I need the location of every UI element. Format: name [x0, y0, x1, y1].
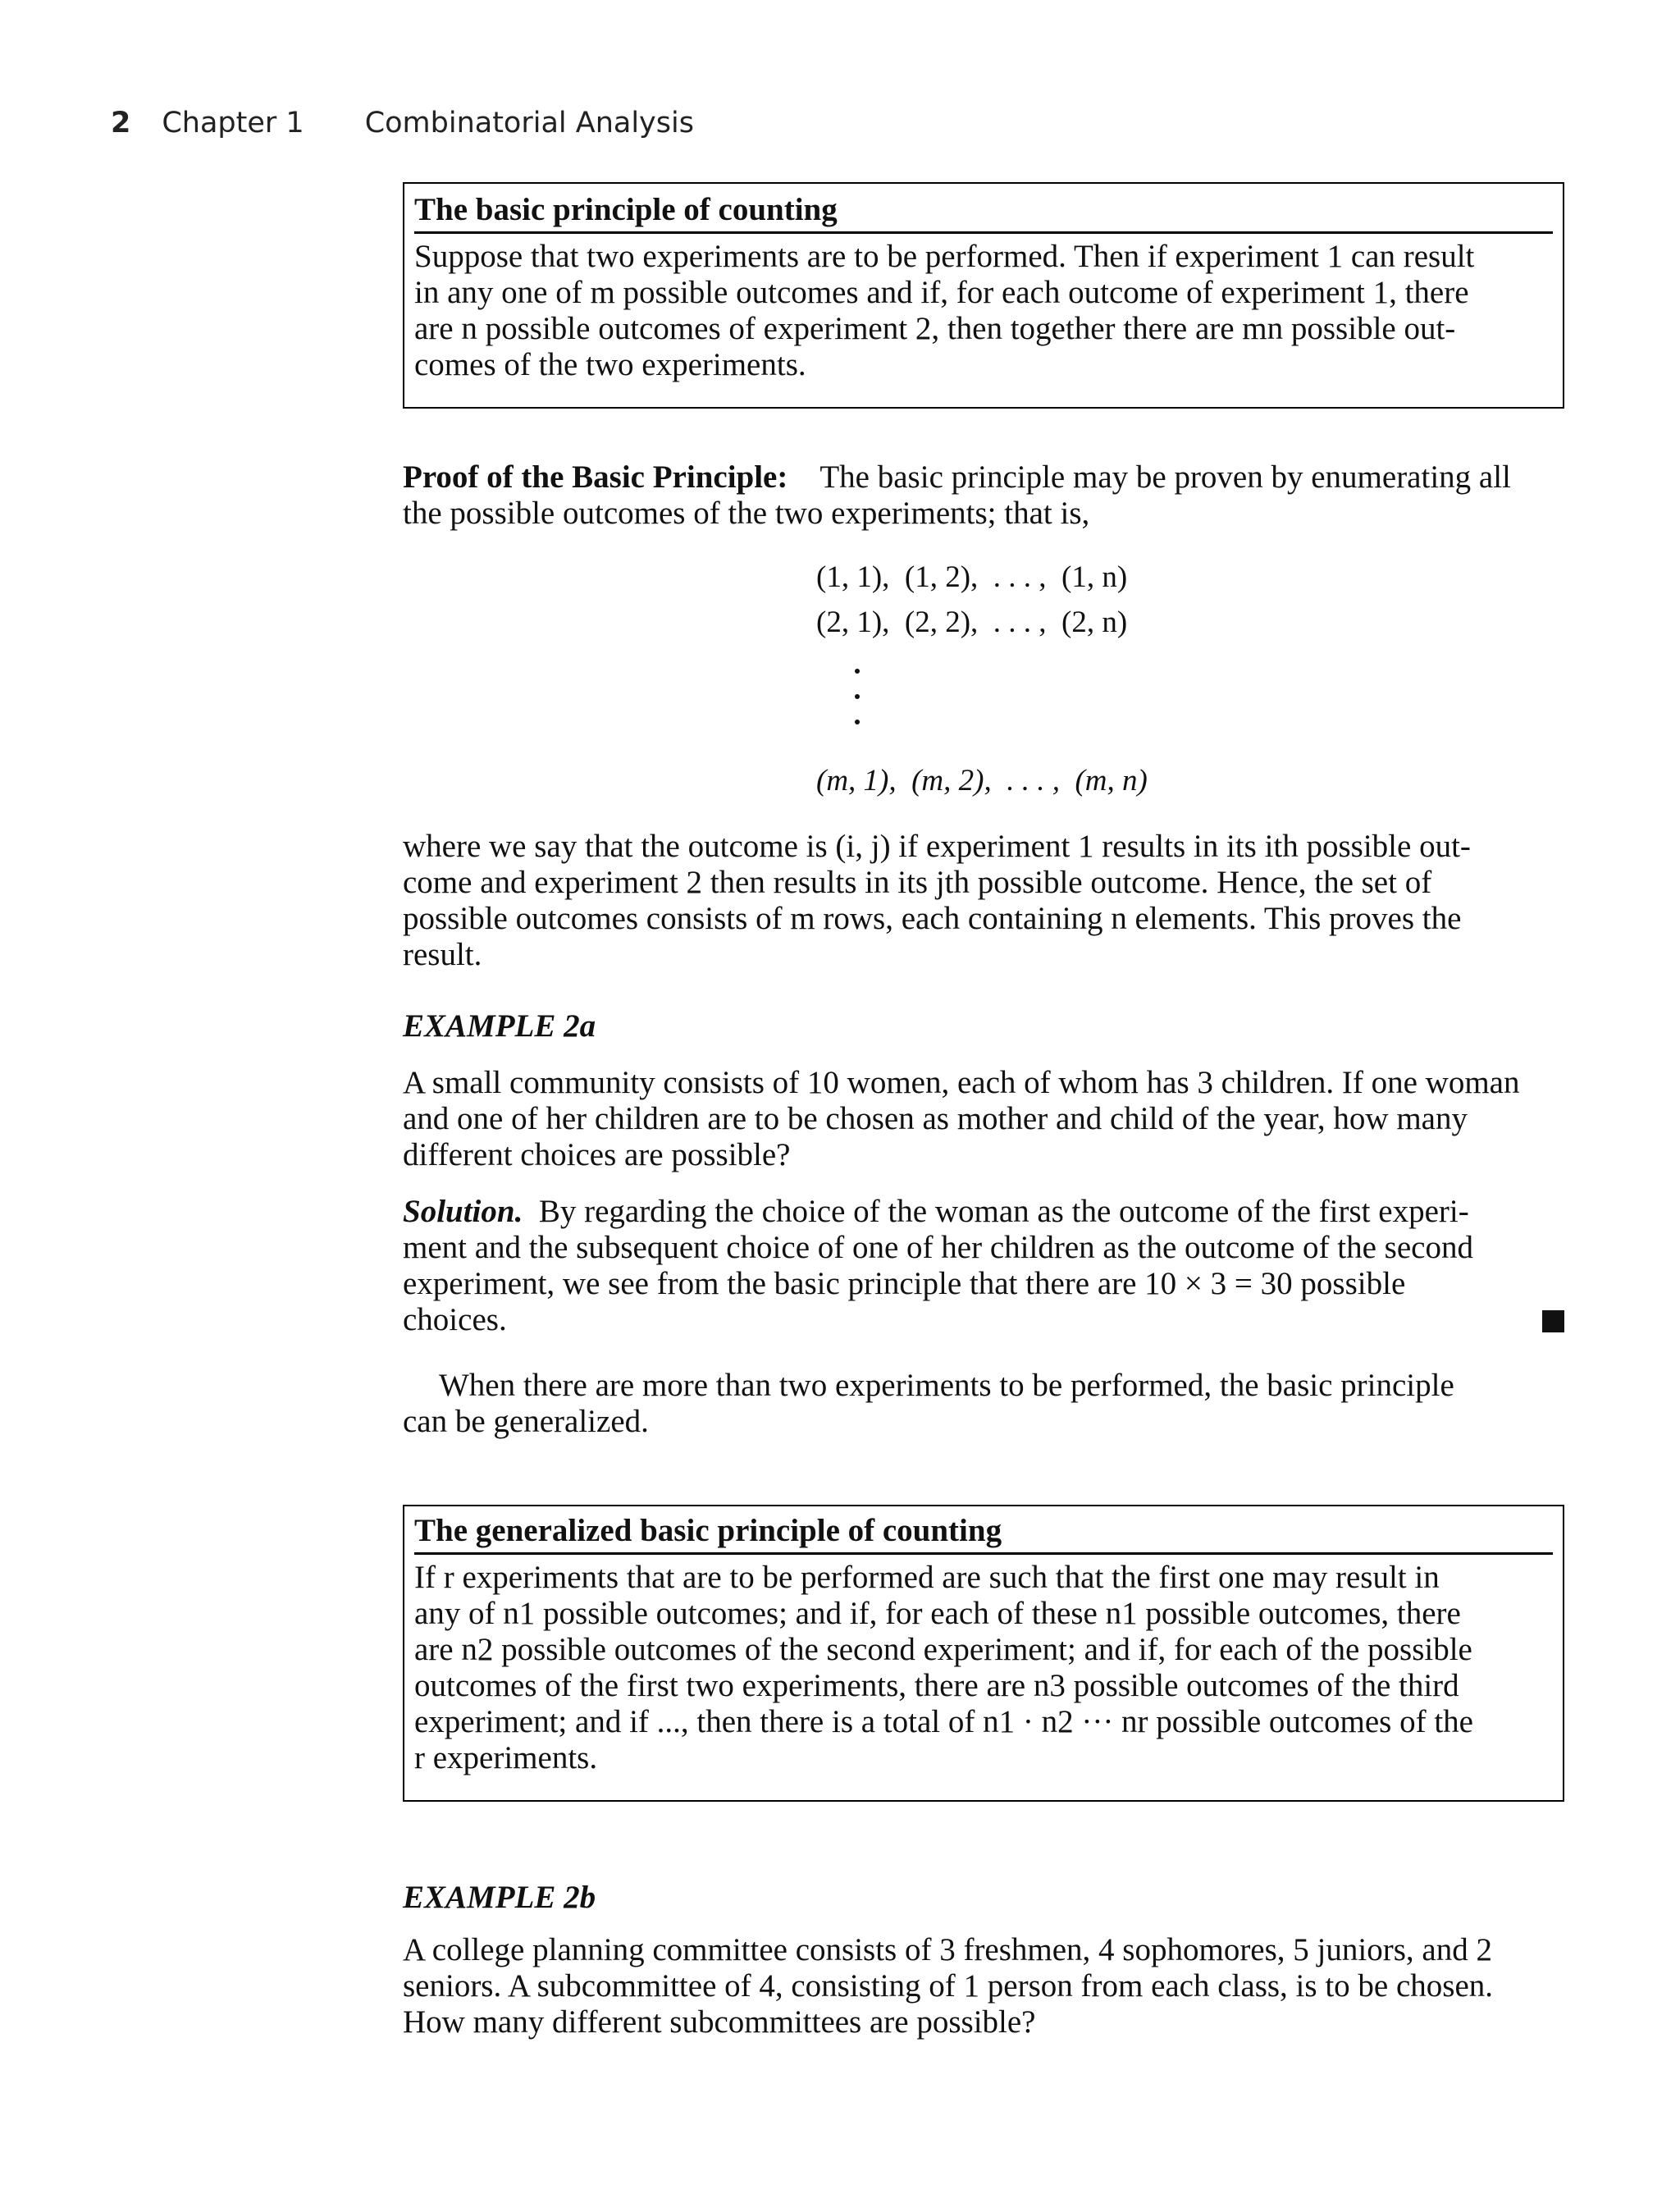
generalized-line: If r experiments that are to be performed are such that the first one may result in	[414, 1560, 1440, 1595]
solution-line: ment and the subsequent choice of one of her children as the outcome of the second	[403, 1230, 1473, 1265]
generalization-line: can be generalized.	[403, 1404, 649, 1439]
example-2b-question	[403, 1932, 1564, 2040]
outcome-explanation	[403, 829, 1564, 973]
generalized-principle-box	[403, 1505, 1564, 1802]
proof-line: the possible outcomes of the two experiments; that is,	[403, 496, 1090, 531]
proof-line	[403, 459, 1564, 496]
explanation-line: come and experiment 2 then results in its jth possible outcome. Hence, the set of	[403, 865, 1432, 900]
solution-line: choices.	[403, 1302, 507, 1337]
question-line: and one of her children are to be chosen as mother and child of the year, how many	[403, 1101, 1468, 1136]
chapter-title: Combinatorial Analysis	[364, 107, 694, 139]
solution-text: By regarding the choice of the woman as the outcome of the first experi-	[538, 1194, 1469, 1229]
example-2b-heading: EXAMPLE 2b	[403, 1880, 596, 1915]
end-of-solution-square	[1542, 1310, 1564, 1332]
generalized-line: any of n1 possible outcomes; and if, for each of these n1 possible outcomes, there	[414, 1596, 1461, 1631]
generalization-line: When there are more than two experiments to be performed, the basic principle	[439, 1368, 1454, 1403]
outcome-row-1: (1, 1), (1, 2), . . . , (1, n)	[816, 560, 1128, 594]
proof-paragraph	[403, 459, 1564, 532]
vertical-ellipsis-dot	[855, 669, 860, 674]
generalized-box-body	[404, 1555, 1563, 1776]
question-line: A college planning committee consists of 3 freshmen, 4 sophomores, 5 juniors, and 2	[403, 1932, 1492, 1967]
outcome-row-m: (m, 1), (m, 2), . . . , (m, n)	[816, 764, 1148, 797]
proof-lead: Proof of the Basic Principle:	[403, 459, 788, 495]
generalization-paragraph	[403, 1368, 1564, 1440]
question-line: How many different subcommittees are possible?	[403, 2004, 1036, 2040]
outcome-row-2: (2, 1), (2, 2), . . . , (2, n)	[816, 605, 1128, 639]
page-number: 2	[111, 107, 131, 139]
solution-line: experiment, we see from the basic principle that there are 10 × 3 = 30 possible	[403, 1266, 1406, 1301]
principle-line: comes of the two experiments.	[414, 347, 806, 382]
explanation-line: possible outcomes consists of m rows, each containing n elements. This proves the	[403, 901, 1462, 936]
solution-line	[403, 1194, 1564, 1230]
question-line: different choices are possible?	[403, 1137, 791, 1172]
example-2a-question	[403, 1065, 1564, 1173]
principle-box	[403, 182, 1564, 409]
principle-line: are n possible outcomes of experiment 2, then together there are mn possible out-	[414, 311, 1456, 346]
solution-lead: Solution.	[403, 1194, 523, 1229]
principle-line: in any one of m possible outcomes and if, for each outcome of experiment 1, there	[414, 275, 1469, 310]
explanation-line: result.	[403, 937, 482, 972]
generalized-line: outcomes of the first two experiments, there are n3 possible outcomes of the third	[414, 1668, 1459, 1703]
generalized-line: are n2 possible outcomes of the second experiment; and if, for each of the possible	[414, 1632, 1472, 1667]
question-line: A small community consists of 10 women, each of whom has 3 children. If one woman	[403, 1065, 1520, 1100]
chapter-label: Chapter 1	[162, 107, 304, 139]
example-2a-heading: EXAMPLE 2a	[403, 1008, 596, 1044]
vertical-ellipsis-dot	[855, 720, 860, 724]
example-2a-solution	[403, 1194, 1564, 1338]
question-line: seniors. A subcommittee of 4, consisting of 1 person from each class, is to be chosen.	[403, 1968, 1494, 2004]
principle-box-body	[404, 234, 1563, 383]
principle-box-title: The basic principle of counting	[414, 192, 838, 227]
generalized-box-title: The generalized basic principle of counting	[414, 1513, 1002, 1548]
vertical-ellipsis-dot	[855, 694, 860, 699]
running-header	[111, 107, 694, 139]
proof-text: The basic principle may be proven by enumerating all	[819, 459, 1511, 495]
generalized-line: r experiments.	[414, 1740, 598, 1775]
explanation-line: where we say that the outcome is (i, j) if experiment 1 results in its ith possible out-	[403, 829, 1471, 864]
generalized-line: experiment; and if ..., then there is a total of n1 · n2 ··· nr possible outcomes of the	[414, 1704, 1473, 1739]
principle-line: Suppose that two experiments are to be performed. Then if experiment 1 can result	[414, 239, 1475, 274]
